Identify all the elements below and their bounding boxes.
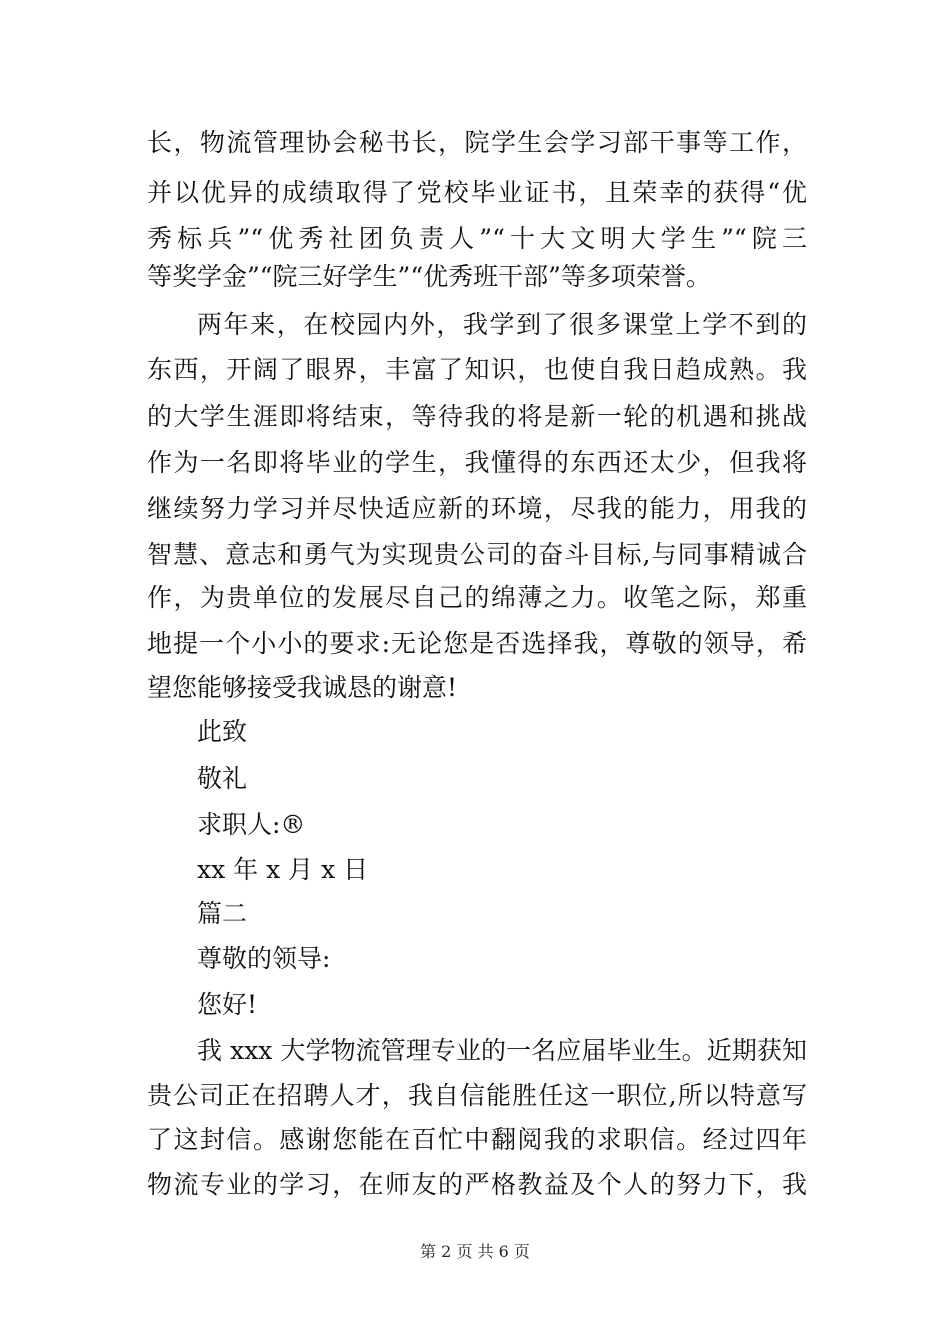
section-heading: 篇二 <box>197 899 248 928</box>
paragraph-line: 作，为贵单位的发展尽自己的绵薄之力。收笔之际，郑重 <box>147 583 807 612</box>
paragraph-line: 继续努力学习并尽快适应新的环境，尽我的能力，用我的 <box>147 494 807 523</box>
closing-regards: 敬礼 <box>197 764 248 793</box>
paragraph-line: 望您能够接受我诚恳的谢意! <box>147 673 458 702</box>
paragraph-line: 我 xxx 大学物流管理专业的一名应届毕业生。近期获知 <box>197 1036 807 1065</box>
paragraph-line: 东西，开阔了眼界，丰富了知识，也使自我日趋成熟。我 <box>147 355 807 384</box>
letter-date: xx 年 x 月 x 日 <box>197 855 369 884</box>
paragraph-line: 贵公司正在招聘人才，我自信能胜任这一职位,所以特意写 <box>147 1081 807 1110</box>
paragraph-line: 长，物流管理协会秘书长，院学生会学习部干事等工作， <box>147 128 807 157</box>
paragraph-line: 两年来，在校园内外，我学到了很多课堂上学不到的 <box>197 310 807 339</box>
letter-hello: 您好! <box>197 990 258 1019</box>
paragraph-line: 作为一名即将毕业的学生，我懂得的东西还太少，但我将 <box>147 448 807 477</box>
closing-salutation: 此致 <box>197 717 248 746</box>
paragraph-line: 等奖学金”“院三好学生”“优秀班干部”等多项荣誉。 <box>147 262 711 291</box>
paragraph-line: 秀标兵”“优秀社团负责人”“十大文明大学生”“院三 <box>147 224 807 253</box>
applicant-signature: 求职人:® <box>197 810 306 839</box>
paragraph-line: 并以优异的成绩取得了党校毕业证书，且荣幸的获得“优 <box>147 178 807 207</box>
paragraph-line: 了这封信。感谢您能在百忙中翻阅我的求职信。经过四年 <box>147 1125 807 1154</box>
paragraph-line: 物流专业的学习，在师友的严格教益及个人的努力下，我 <box>147 1170 807 1199</box>
paragraph-line: 智慧、意志和勇气为实现贵公司的奋斗目标,与同事精诚合 <box>147 540 807 569</box>
letter-greeting: 尊敬的领导: <box>197 944 331 973</box>
page-footer: 第 2 页 共 6 页 <box>420 1242 530 1261</box>
paragraph-line: 地提一个小小的要求:无论您是否选择我，尊敬的领导，希 <box>147 629 807 658</box>
paragraph-line: 的大学生涯即将结束，等待我的将是新一轮的机遇和挑战 <box>147 402 807 431</box>
